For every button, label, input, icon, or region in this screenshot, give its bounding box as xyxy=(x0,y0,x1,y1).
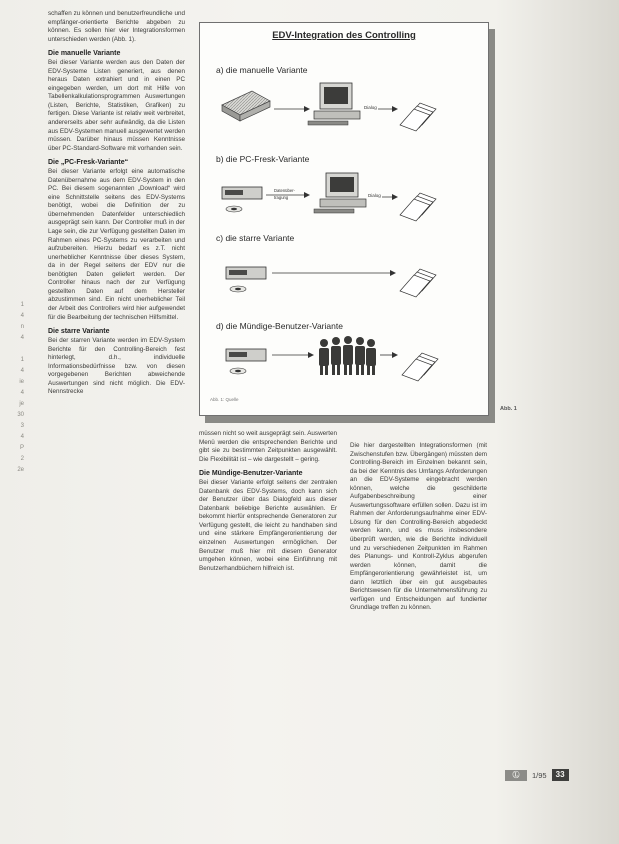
column1-intro: schaffen zu können und benutzerfreundliche und empfänger-orientierte Berichte abgeben zu können. Es sollen hier vier Integrationsformen unterschieden werden (Abb. 1). xyxy=(48,10,185,43)
connector-label-a: Dialog xyxy=(364,105,377,110)
report-pages-icon xyxy=(400,103,436,131)
column3-paragraph: Die hier dargestellten Integrationsformen (mit Zwischenstufen bzw. Übergängen) müssten dem Controlling-Bereich im Einzelnen bekannt sein, da bei der Kenntnis des Umfangs Anforderungen an die EDV-Systeme eingebracht werden können, welche die geschilderte Aufgabenbeschreibung einer Auswertungssoftware erfüllen sollen. Dazu ist im Rahmen der Anforderungsaufnahme einer EDV-Lösung für den Controlling-Bereich abgedeckt werden kann, und es muss insbesondere überprüft werden, wie die Berichte individuell und zu verschiedenen Zeitpunkten im Rahmen des Planungs- und Kontroll-Zyklus abgerufen werden können, damit die Empfängerorientierung gewährleistet ist, um dann letztlich über ein gut ausgebautes Berichtswesen für die Unternehmensführung zu verfügen und Entscheidungen auf fundierter Grundlage treffen zu können. xyxy=(350,442,487,612)
link-label-b-1: Datenüber- xyxy=(274,188,295,193)
printout-stack-icon xyxy=(222,91,270,121)
mainframe-icon xyxy=(222,187,262,212)
column2-intro: müssen nicht so weit ausgeprägt sein. Auswerten Menü werden die entsprechenden Berichte und gibt sie zu bestimmten Zeitpunkten ausgewählt. Die Flexibilität ist – wie dargestellt – gering. xyxy=(199,430,337,463)
section-heading-muendig: Die Mündige-Benutzer-Variante xyxy=(199,470,303,478)
footer-badge xyxy=(505,769,569,781)
section-text-starre: Bei der starren Variante werden im EDV-System Berichte für den Controlling-Bereich fest hinterlegt, d.h., individuelle Informationsbedürfnisse bzw. von diesen vorgegebenen Berichten abweichende Auswertungen sind nicht möglich. Die EDV-Nennstrecke xyxy=(48,337,185,396)
figure-edv-integration xyxy=(199,22,489,416)
text-column-3 xyxy=(350,442,487,618)
gutter-mark: 30 xyxy=(17,412,24,418)
report-pages-icon xyxy=(400,269,436,297)
gutter-mark: 3 xyxy=(20,423,24,429)
section-heading-pc: Die „PC-Fresk-Variante“ xyxy=(48,159,129,167)
figure-credit: Abb. 1: Quelle xyxy=(210,397,239,402)
mainframe-icon xyxy=(226,349,266,374)
section-text-manual: Bei dieser Variante werden aus den Daten der EDV-Systeme Listen generiert, aus denen heraus Daten extrahiert und in einen PC eingegeben werden, um dort mit Hilfe von Tabellenkalkulationsprogrammen Auswertungen (Listen, Berichte, Statistiken, Grafiken) zu fertigen. Diese Variante ist relativ weit verbreitet, andererseits aber sehr aufwändig, da die Listen aus EDV-Systemen manuell ausgewertet werden müssen. Darüber hinaus müssen Kenntnisse über PC-Standard-Software mit vorhanden sein. xyxy=(48,59,185,152)
variant-label-b: b) die PC-Fresk-Variante xyxy=(216,154,310,164)
connector-label-b: Dialog xyxy=(368,193,381,198)
report-pages-icon xyxy=(400,193,436,221)
row-b-graphics xyxy=(222,173,436,221)
gutter-mark: 4 xyxy=(20,434,24,440)
gutter-mark: 4 xyxy=(20,313,24,319)
gutter-mark: 2 xyxy=(20,456,24,462)
figure-caption: Abb. 1 xyxy=(500,406,517,412)
variant-label-a: a) die manuelle Variante xyxy=(216,65,308,75)
pc-workstation-icon xyxy=(308,83,360,125)
section-text-pc: Bei dieser Variante erfolgt eine automatische Datenübernahme aus dem EDV-System in den PC. Bei diesem sogenannten „Download“ wird eine Schnittstelle seitens des EDV-Systems benötigt, wobei die Definition der zu übernehmenden Datenfelder unterschiedlich ausgeprägt sein kann. Der Controller muß in der Lage sein, die zur Verfügung gestellten Daten im Rahmen eines PC-Systems zu verarbeiten und aufzubereiten. Hierzu bedarf es z.T. nicht unerheblicher Kenntnisse über dieses System, da in der Regel seitens der EDV nur die benötigten Daten geliefert werden. Der Controller hinaus nach der zur Verfügung gestellten Daten auf dem Hersteller abzustimmen sind. Ein nicht unerheblicher Teil der Arbeit des Controllers wird hier aufgewendet für die Bearbeitung der technischen Hilfsmittel. xyxy=(48,168,185,321)
gutter-mark: je xyxy=(19,401,24,407)
gutter-mark: 1 xyxy=(20,357,24,363)
magazine-logo: Ⓛ xyxy=(505,770,527,781)
gutter-marks xyxy=(2,300,24,476)
figure-diagram xyxy=(200,23,488,415)
report-pages-icon xyxy=(402,353,438,381)
gutter-mark: 2e xyxy=(17,467,24,473)
text-column-1 xyxy=(48,10,185,750)
link-label-b-2: tragung xyxy=(274,195,289,200)
section-text-muendig: Bei dieser Variante erfolgt seitens der zentralen Datenbank des EDV-Systems, doch kann sich der Benutzer über das Dialogfeld aus dieser Datenbank beliebige Berichte auswählen. Er bekommt hierfür entsprechende Generatoren zur Verfügung gestellt, die leicht zu handhaben sind und eine stärkere Empfängerorientierung der einzelnen Auswertungen ermöglichen. Der Benutzer muß hier mit diesem Generator umgehen können, wobei eine Einführung mit Benutzerhandbüchern hilfreich ist. xyxy=(199,479,337,572)
section-heading-starre: Die starre Variante xyxy=(48,328,110,336)
row-c-graphics xyxy=(226,267,436,297)
gutter-mark: P xyxy=(19,445,24,451)
section-heading-manual: Die manuelle Variante xyxy=(48,50,121,58)
gutter-mark: n xyxy=(20,324,24,330)
gutter-mark: ie xyxy=(19,379,24,385)
issue-number: 1/95 xyxy=(532,770,547,780)
figure-title: EDV-Integration des Controlling xyxy=(272,30,416,41)
users-group-icon xyxy=(319,336,376,375)
variant-label-d: d) die Mündige-Benutzer-Variante xyxy=(216,321,343,331)
row-a-graphics xyxy=(222,83,436,131)
gutter-mark: 4 xyxy=(20,368,24,374)
gutter-mark: 4 xyxy=(20,335,24,341)
gutter-mark: 4 xyxy=(20,390,24,396)
mainframe-icon xyxy=(226,267,266,292)
pc-workstation-icon xyxy=(314,173,366,213)
gutter-mark xyxy=(2,344,24,355)
variant-label-c: c) die starre Variante xyxy=(216,233,295,243)
gutter-mark: 1 xyxy=(20,302,24,308)
page-number: 33 xyxy=(552,769,569,781)
row-d-graphics xyxy=(226,336,438,381)
text-column-2 xyxy=(199,430,337,578)
